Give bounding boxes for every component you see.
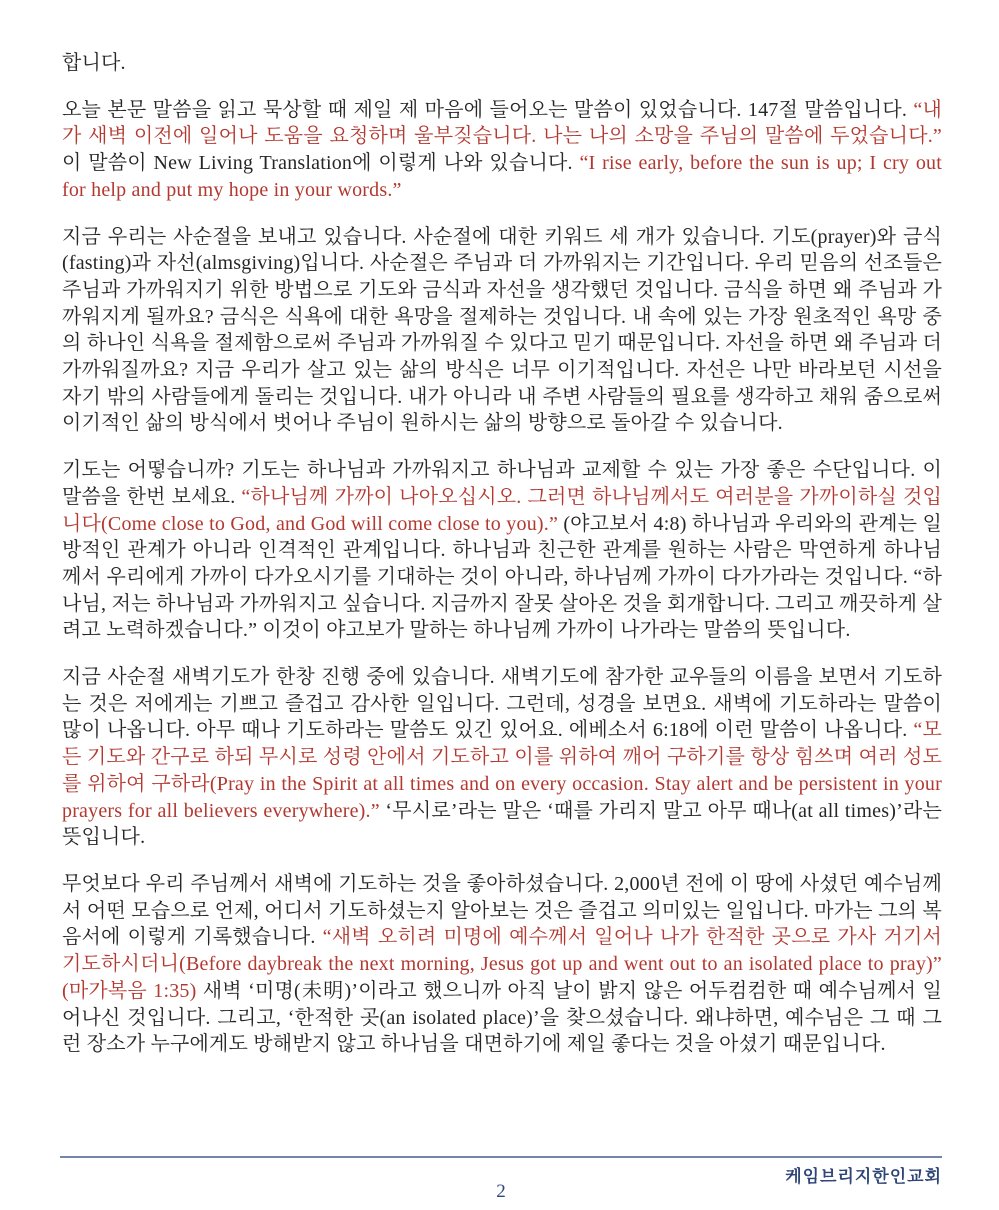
body-text: 지금 우리는 사순절을 보내고 있습니다. 사순절에 대한 키워드 세 개가 있습니다. 기도(prayer)와 금식(fasting)과 자선(almsgiving)입니다. 사순절은 주님과 더 가까워지는 기간입니다. 우리 믿음의 선조들은 주님과 가까워지기 위한 방법으로 기도와 금식과 자선을 생각했던 것입니다. 금식을 하면 왜 주님과 가까워지게 될까요? 금식은 식욕에 대한 욕망을 절제하는 것입니다. 내 속에 있는 가장 원초적인 욕망 중의 하나인 식욕을 절제함으로써 주님과 가까워질 수 있다고 믿기 때문입니다. 자선을 하면 왜 주님과 더 가까워질까요? 지금 우리가 살고 있는 삶의 방식은 너무 이기적입니다. 자선은 나만 바라보던 시선을 자기 밖의 사람들에게 돌리는 것입니다. 내가 아니라 내 주변 사람들의 필요를 생각하고 채워 줌으로써 이기적인 삶의 방식에서 벗어나 주님이 원하시는 삶의 방향으로 돌아갈 수 있습니다.: [62, 225, 942, 435]
paragraph-5: [62, 871, 942, 1058]
paragraph-0: [62, 50, 942, 77]
paragraph-3: [62, 457, 942, 644]
body-text: ‘무시로’라는 말은 ‘때를 가리지 말고 아무 때나(at all times)’라는 뜻입니다.: [62, 799, 942, 849]
church-name-label: 케임브리지한인교회: [785, 1167, 942, 1186]
document-body: [62, 50, 942, 1058]
paragraph-2: [62, 224, 942, 438]
body-text: 무엇보다 우리 주님께서 새벽에 기도하는 것을 좋아하셨습니다. 2,000년 전에 이 땅에 사셨던 예수님께서 어떤 모습으로 언제, 어디서 기도하셨는지 알아보는 것은 즐겁고 의미있는 일입니다. 마가는 그의 복음서에 이렇게 기록했습니다.: [62, 872, 942, 949]
body-text: 기도는 어떻습니까? 기도는 하나님과 가까워지고 하나님과 교제할 수 있는 가장 좋은 수단입니다. 이 말씀을 한번 보세요.: [62, 459, 942, 508]
body-text: 지금 사순절 새벽기도가 한창 진행 중에 있습니다. 새벽기도에 참가한 교우들의 이름을 보면서 기도하는 것은 저에게는 기쁘고 즐겁고 감사한 일입니다. 그런데, 성경을 보면요. 새벽에 기도하라는 말씀이 많이 나옵니다. 아무 때나 기도하라는 말씀도 있긴 있어요. 에베소서 6:18에 이런 말씀이 나옵니다.: [62, 666, 942, 742]
scripture-quote: “I rise early, before the sun is up; I cry out for help and put my hope in your words.”: [62, 152, 942, 201]
body-text: 오늘 본문 말씀을 읽고 묵상할 때 제일 제 마음에 들어오는 말씀이 있었습니다. 147절 말씀입니다.: [62, 98, 914, 121]
scripture-quote: “모든 기도와 간구로 하되 무시로 성령 안에서 기도하고 이를 위하여 깨어 구하기를 항상 힘쓰며 여러 성도를 위하여 구하라(Pray in the Spirit at all times and on every occasion. Stay alert and be persistent in your prayers for all believers everywhere).”: [62, 719, 942, 822]
body-text: (야고보서 4:8) 하나님과 우리와의 관계는 일방적인 관계가 아니라 인격적인 관계입니다. 하나님과 친근한 관계를 원하는 사람은 막연하게 하나님께서 우리에게 가까이 다가오시기를 기대하는 것이 아니라, 하나님께 가까이 다가가라는 것입니다. “하나님, 저는 하나님과 가까워지고 싶습니다. 지금까지 잘못 살아온 것을 회개합니다. 그리고 깨끗하게 살려고 노력하겠습니다.” 이것이 야고보가 말하는 하나님께 가까이 나가라는 말씀의 뜻입니다.: [62, 512, 942, 642]
scripture-quote: “새벽 오히려 미명에 예수께서 일어나 나가 한적한 곳으로 가사 거기서 기도하시더니(Before daybreak the next morning, Jesus got up and went out to an isolated place to pray)” (마가복음 1:35): [62, 926, 942, 1002]
body-text: 새벽 ‘미명(未明)’이라고 했으니까 아직 날이 밝지 않은 어두컴컴한 때 예수님께서 일어나신 것입니다. 그리고, ‘한적한 곳(an isolated place)’을 찾으셨습니다. 왜냐하면, 예수님은 그 때 그런 장소가 누구에게도 방해받지 않고 하나님을 대면하기에 제일 좋다는 것을 아셨기 때문입니다.: [62, 979, 942, 1056]
paragraph-1: [62, 97, 942, 204]
paragraph-4: [62, 664, 942, 851]
scripture-quote: “하나님께 가까이 나아오십시오. 그러면 하나님께서도 여러분을 가까이하실 것입니다(Come close to God, and God will come close to you).”: [62, 485, 942, 535]
scripture-quote: “내가 새벽 이전에 일어나 도움을 요청하며 울부짖습니다. 나는 나의 소망을 주님의 말씀에 두었습니다.”: [62, 98, 942, 148]
body-text: 합니다.: [62, 52, 126, 74]
page-number: 2: [496, 1181, 506, 1202]
body-text: 이 말씀이 New Living Translation에 이렇게 나와 있습니다.: [62, 152, 580, 175]
page-footer: [60, 1156, 942, 1203]
